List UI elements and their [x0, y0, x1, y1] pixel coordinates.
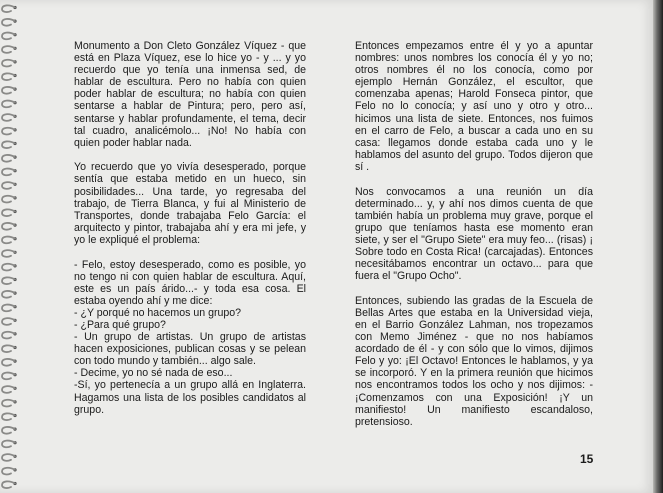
page-edge	[653, 0, 663, 493]
left-column	[74, 40, 306, 416]
page-number: 15	[580, 452, 594, 466]
spiral-binding-icon	[0, 0, 24, 493]
left-paragraph-2: Yo recuerdo que yo vivía desesperado, porque sentía que estaba metido en un hueco, sin posibilidades... Una tarde, yo regresaba del trabajo, de Tierra Blanca, y fui al Ministerio de Transportes, donde trabajaba Felo García: el arquitecto y pintor, trabajaba ahí y era mi jefe, y yo le expliqué el problema:	[74, 161, 306, 246]
left-paragraph-1: Monumento a Don Cleto González Víquez - que está en Plaza Víquez, ese lo hice yo - y ... y yo recuerdo que yo tenía una inmensa sed, de hablar de escultura. Pero no había con quien poder hablar de escultura; no había con quien sentarse a hablar de Pintura; pero, pero así, sentarse y hablar profundamente, el tema, decir tal cuadro, analicémolo... ¡No! No había con quien poder hablar nada.	[74, 40, 306, 149]
right-paragraph-3: Entonces, subiendo las gradas de la Escuela de Bellas Artes que estaba en la Universidad vieja, en el Barrio González Lahman, nos tropezamos con Memo Jiménez - que no nos habíamos acordado de él - y con sólo que lo vimos, dijimos Felo y yo: ¡El Octavo! Entonces le hablamos, y ya se incorporó. Y en la primera reunión que hicimos nos encontramos todos los ocho y nos dijimos: - ¡Comenzamos con una Exposición! ¡Y un manifiesto! Un manifiesto escandaloso, pretensioso.	[355, 294, 593, 428]
left-paragraph-3: - Felo, estoy desesperado, como es posible, yo no tengo ni con quien hablar de escultura. Aquí, este es un país árido...- y toda esa cosa. El estaba oyendo ahí y me dice: - ¿Y porqué no hacemos un grupo? - ¿Para qué grupo? - Un grupo de artistas. Un grupo de artistas hacen exposiciones, publican cosas y se pelean con todo mundo y también... algo sale. - Decime, yo no sé nada de eso... -Sí, yo pertenecía a un grupo allá en Inglaterra. Hagamos una lista de los posibles candidatos al grupo.	[74, 258, 306, 416]
right-paragraph-1: Entonces empezamos entre él y yo a apuntar nombres: unos nombres los conocía él y yo no; otros nombres él no los conocía, como por ejemplo Hernán González, el escultor, que comenzaba apenas; Harold Fonseca pintor, que Felo no lo conocía; y así uno y otro y otro... hicimos una lista de siete. Entonces, nos fuimos en el carro de Felo, a buscar a cada uno en su casa: llegamos donde estaba cada uno y le hablamos del asunto del grupo. Todos dijeron que sí .	[355, 40, 593, 173]
right-paragraph-2: Nos convocamos a una reunión un día determinado... y, y ahí nos dimos cuenta de que también había un problema muy grave, porque el grupo que teníamos hasta ese momento eran siete, y ser el "Grupo Siete" era muy feo... (risas) ¡ Sobre todo en Costa Rica! (carcajadas). Entonces necesitábamos encontrar un octavo... para que fuera el "Grupo Ocho".	[355, 185, 593, 283]
right-column	[355, 40, 593, 428]
